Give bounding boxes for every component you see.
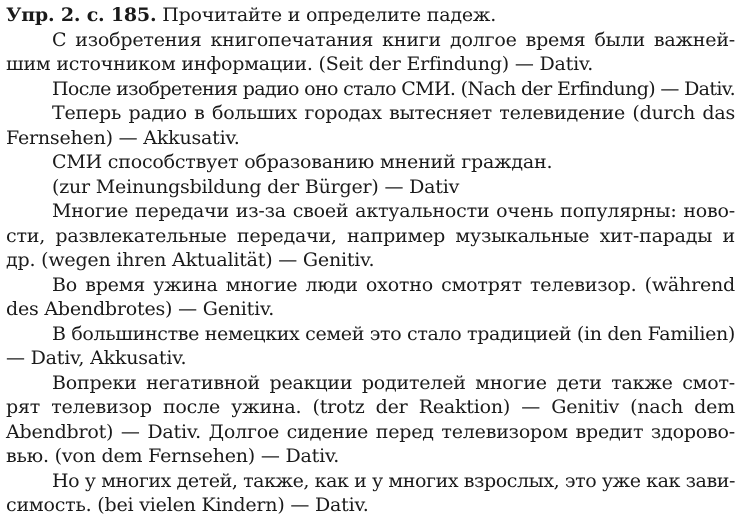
answer-paragraph (6, 175, 735, 200)
exercise-instruction: Прочитайте и определите падеж. (162, 4, 497, 26)
paragraph-line: В большинстве немецких семей это стало традицией (in den Familien) (52, 322, 735, 345)
paragraph-line: СМИ способствует образованию мнений граждан. (52, 151, 553, 173)
paragraph-line: С изобретения книгопечатания книги долгое время были важней- (52, 28, 735, 51)
paragraph-line: Вопреки негативной реакции родителей многие дети также смот- (52, 371, 735, 394)
paragraph-line: вью. (von dem Fernsehen) — Dativ. (6, 445, 340, 467)
exercise-number: Упр. 2. с. 185. (6, 4, 157, 26)
answer-paragraph (6, 371, 735, 469)
paragraph-line: — Dativ, Akkusativ. (6, 347, 187, 369)
paragraph-line: рят телевизор после ужина. (trotz der Reaktion) — Genitiv (nach dem (6, 396, 735, 418)
paragraph-line: (zur Meinungsbildung der Bürger) — Dativ (52, 175, 460, 198)
paragraph-line: Но у многих детей, также, как и у многих взрослых, это уже как зави- (52, 469, 735, 492)
answer-paragraph (6, 199, 735, 273)
answer-paragraph (6, 150, 735, 175)
answer-paragraph (6, 101, 735, 150)
answer-paragraph (6, 77, 735, 102)
paragraph-line: Fernsehen) — Akkusativ. (6, 126, 240, 149)
paragraph-line: Многие передачи из-за своей актуальности очень популярны: ново- (52, 200, 735, 222)
paragraph-line: Abendbrot) — Dativ. Долгое сидение перед телевизором вредит здорово- (6, 420, 735, 443)
paragraph-line: симость. (bei vielen Kindern) — Dativ. (6, 494, 369, 516)
answer-paragraph (6, 469, 735, 518)
paragraph-line: Теперь радио в больших городах вытесняет телевидение (durch das (52, 102, 735, 124)
paragraph-line: Во время ужина многие люди охотно смотрят телевизор. (während (52, 273, 735, 296)
paragraph-line: После изобретения радио оно стало СМИ. (Nach der Erfindung) — Dativ. (52, 77, 735, 100)
answer-paragraph (6, 273, 735, 322)
paragraph-line: des Abendbrotes) — Genitiv. (6, 298, 275, 320)
answer-paragraph (6, 28, 735, 77)
answer-paragraphs (6, 28, 735, 518)
paragraph-line: др. (wegen ihren Aktualität) — Genitiv. (6, 249, 375, 271)
paragraph-line: сти, развлекательные передачи, например музыкальные хит-парады и (6, 224, 735, 247)
answer-paragraph (6, 322, 735, 371)
paragraph-line: шим источником информации. (Seit der Erfindung) — Dativ. (6, 53, 594, 75)
exercise-header (6, 3, 735, 28)
